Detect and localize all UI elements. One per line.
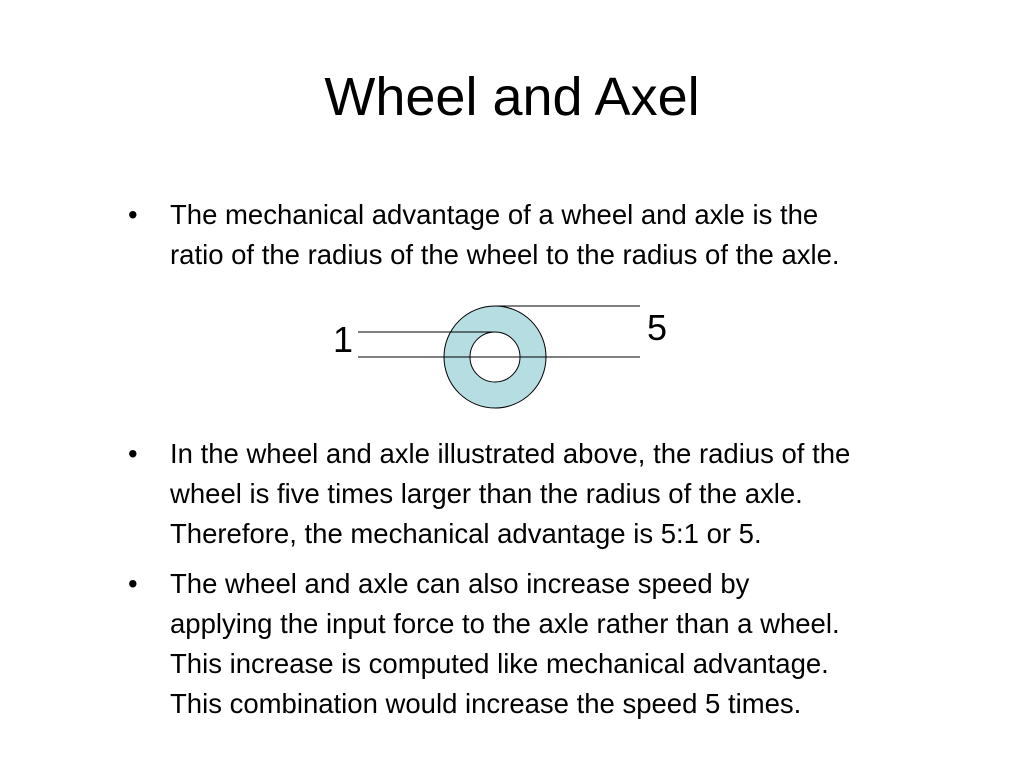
bullet-line: This combination would increase the speed 5 times. bbox=[170, 688, 802, 719]
bullet-line: This increase is computed like mechanical advantage. bbox=[170, 648, 829, 679]
bullet-line: Therefore, the mechanical advantage is 5:1 or 5. bbox=[170, 518, 762, 549]
wheel-and-axle-diagram bbox=[320, 295, 680, 420]
bullet-line: The mechanical advantage of a wheel and axle is the bbox=[170, 199, 819, 230]
bullet-line: wheel is five times larger than the radius of the axle. bbox=[170, 478, 803, 509]
slide-title: Wheel and Axel bbox=[324, 67, 700, 127]
bullet-line: In the wheel and axle illustrated above, the radius of the bbox=[170, 438, 851, 469]
wheel-radius-label: 5 bbox=[647, 307, 668, 348]
bullet-line: ratio of the radius of the wheel to the radius of the axle. bbox=[170, 239, 840, 270]
bullet-marker: • bbox=[128, 568, 138, 599]
bullet-line: The wheel and axle can also increase speed by bbox=[170, 568, 750, 599]
bullet-text bbox=[170, 195, 1020, 275]
bullet-text bbox=[170, 564, 1020, 724]
axle-radius-label: 1 bbox=[333, 319, 354, 360]
bullet-marker: • bbox=[128, 199, 138, 230]
bullet-text bbox=[170, 434, 1020, 554]
bullet-marker: • bbox=[128, 438, 138, 469]
bullet-line: applying the input force to the axle rather than a wheel. bbox=[170, 608, 840, 639]
